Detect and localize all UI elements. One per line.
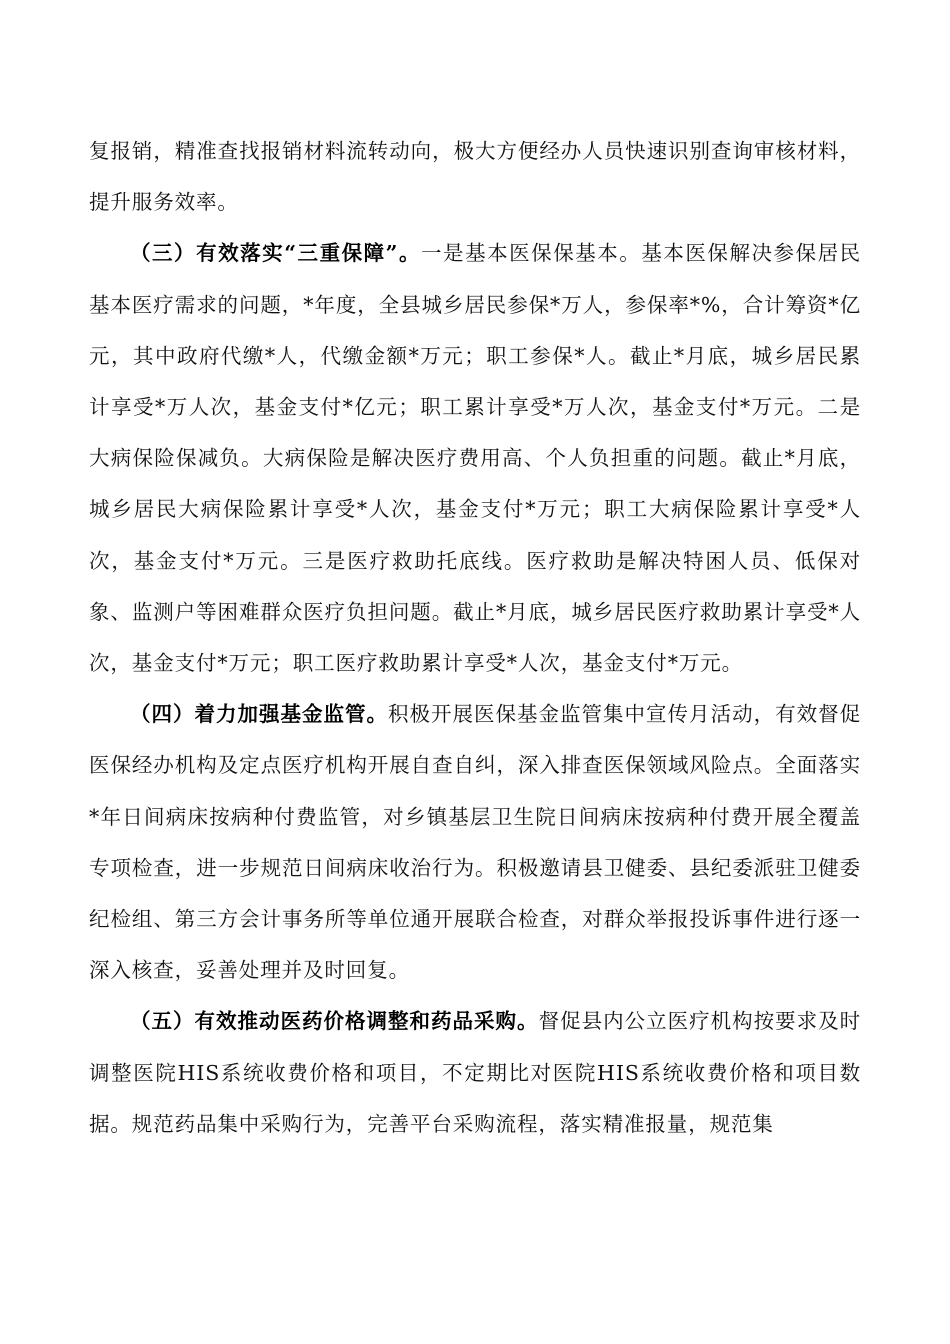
- section-heading-four: （四）着力加强基金监管。: [130, 702, 389, 727]
- paragraph-text: 积极开展医保基金监管集中宣传月活动，有效督促医保经办机构及定点医疗机构开展自查自纠，深入排查医保领域风险点。全面落实*年日间病床按病种付费监管，对乡镇基层卫生院日间病床按病种付费开展全覆盖专项检查，进一步规范日间病床收治行为。积极邀请县卫健委、县纪委派驻卫健委纪检组、第三方会计事务所等单位通开展联合检查，对群众举报投诉事件进行逐一深入核查，妥善处理并及时回复。: [89, 702, 861, 983]
- section-heading-five: （五）有效推动医药价格调整和药品采购。: [130, 1009, 539, 1034]
- section-heading-three: （三）有效落实“三重保障”。: [130, 241, 422, 266]
- paragraph-text: 一是基本医保保基本。基本医保解决参保居民基本医疗需求的问题，*年度，全县城乡居民参保*万人，参保率*%，合计筹资*亿元，其中政府代缴*人，代缴金额*万元；职工参保*人。截止*月底，城乡居民累计享受*万人次，基金支付*亿元；职工累计享受*万人次，基金支付*万元。二是大病保险保减负。大病保险是解决医疗费用高、个人负担重的问题。截止*月底，城乡居民大病保险累计享受*人次，基金支付*万元；职工大病保险累计享受*人次，基金支付*万元。三是医疗救助托底线。医疗救助是解决特困人员、低保对象、监测户等困难群众医疗负担问题。截止*月底，城乡居民医疗救助累计享受*人次，基金支付*万元；职工医疗救助累计享受*人次，基金支付*万元。: [89, 241, 861, 676]
- paragraph-text: 督促县内公立医疗机构按要求及时调整医院HIS系统收费价格和项目，不定期比对医院HIS系统收费价格和项目数据。规范药品集中采购行为，完善平台采购流程，落实精准报量，规范集: [89, 1009, 862, 1136]
- paragraph-fund-supervision: [89, 689, 861, 996]
- paragraph-continuation: [89, 126, 861, 228]
- paragraph-three-guarantees: [89, 228, 861, 689]
- paragraph-text: 复报销，精准查找报销材料流转动向，极大方便经办人员快速识别查询审核材料，提升服务效率。: [89, 139, 861, 215]
- paragraph-price-procurement: [89, 996, 861, 1150]
